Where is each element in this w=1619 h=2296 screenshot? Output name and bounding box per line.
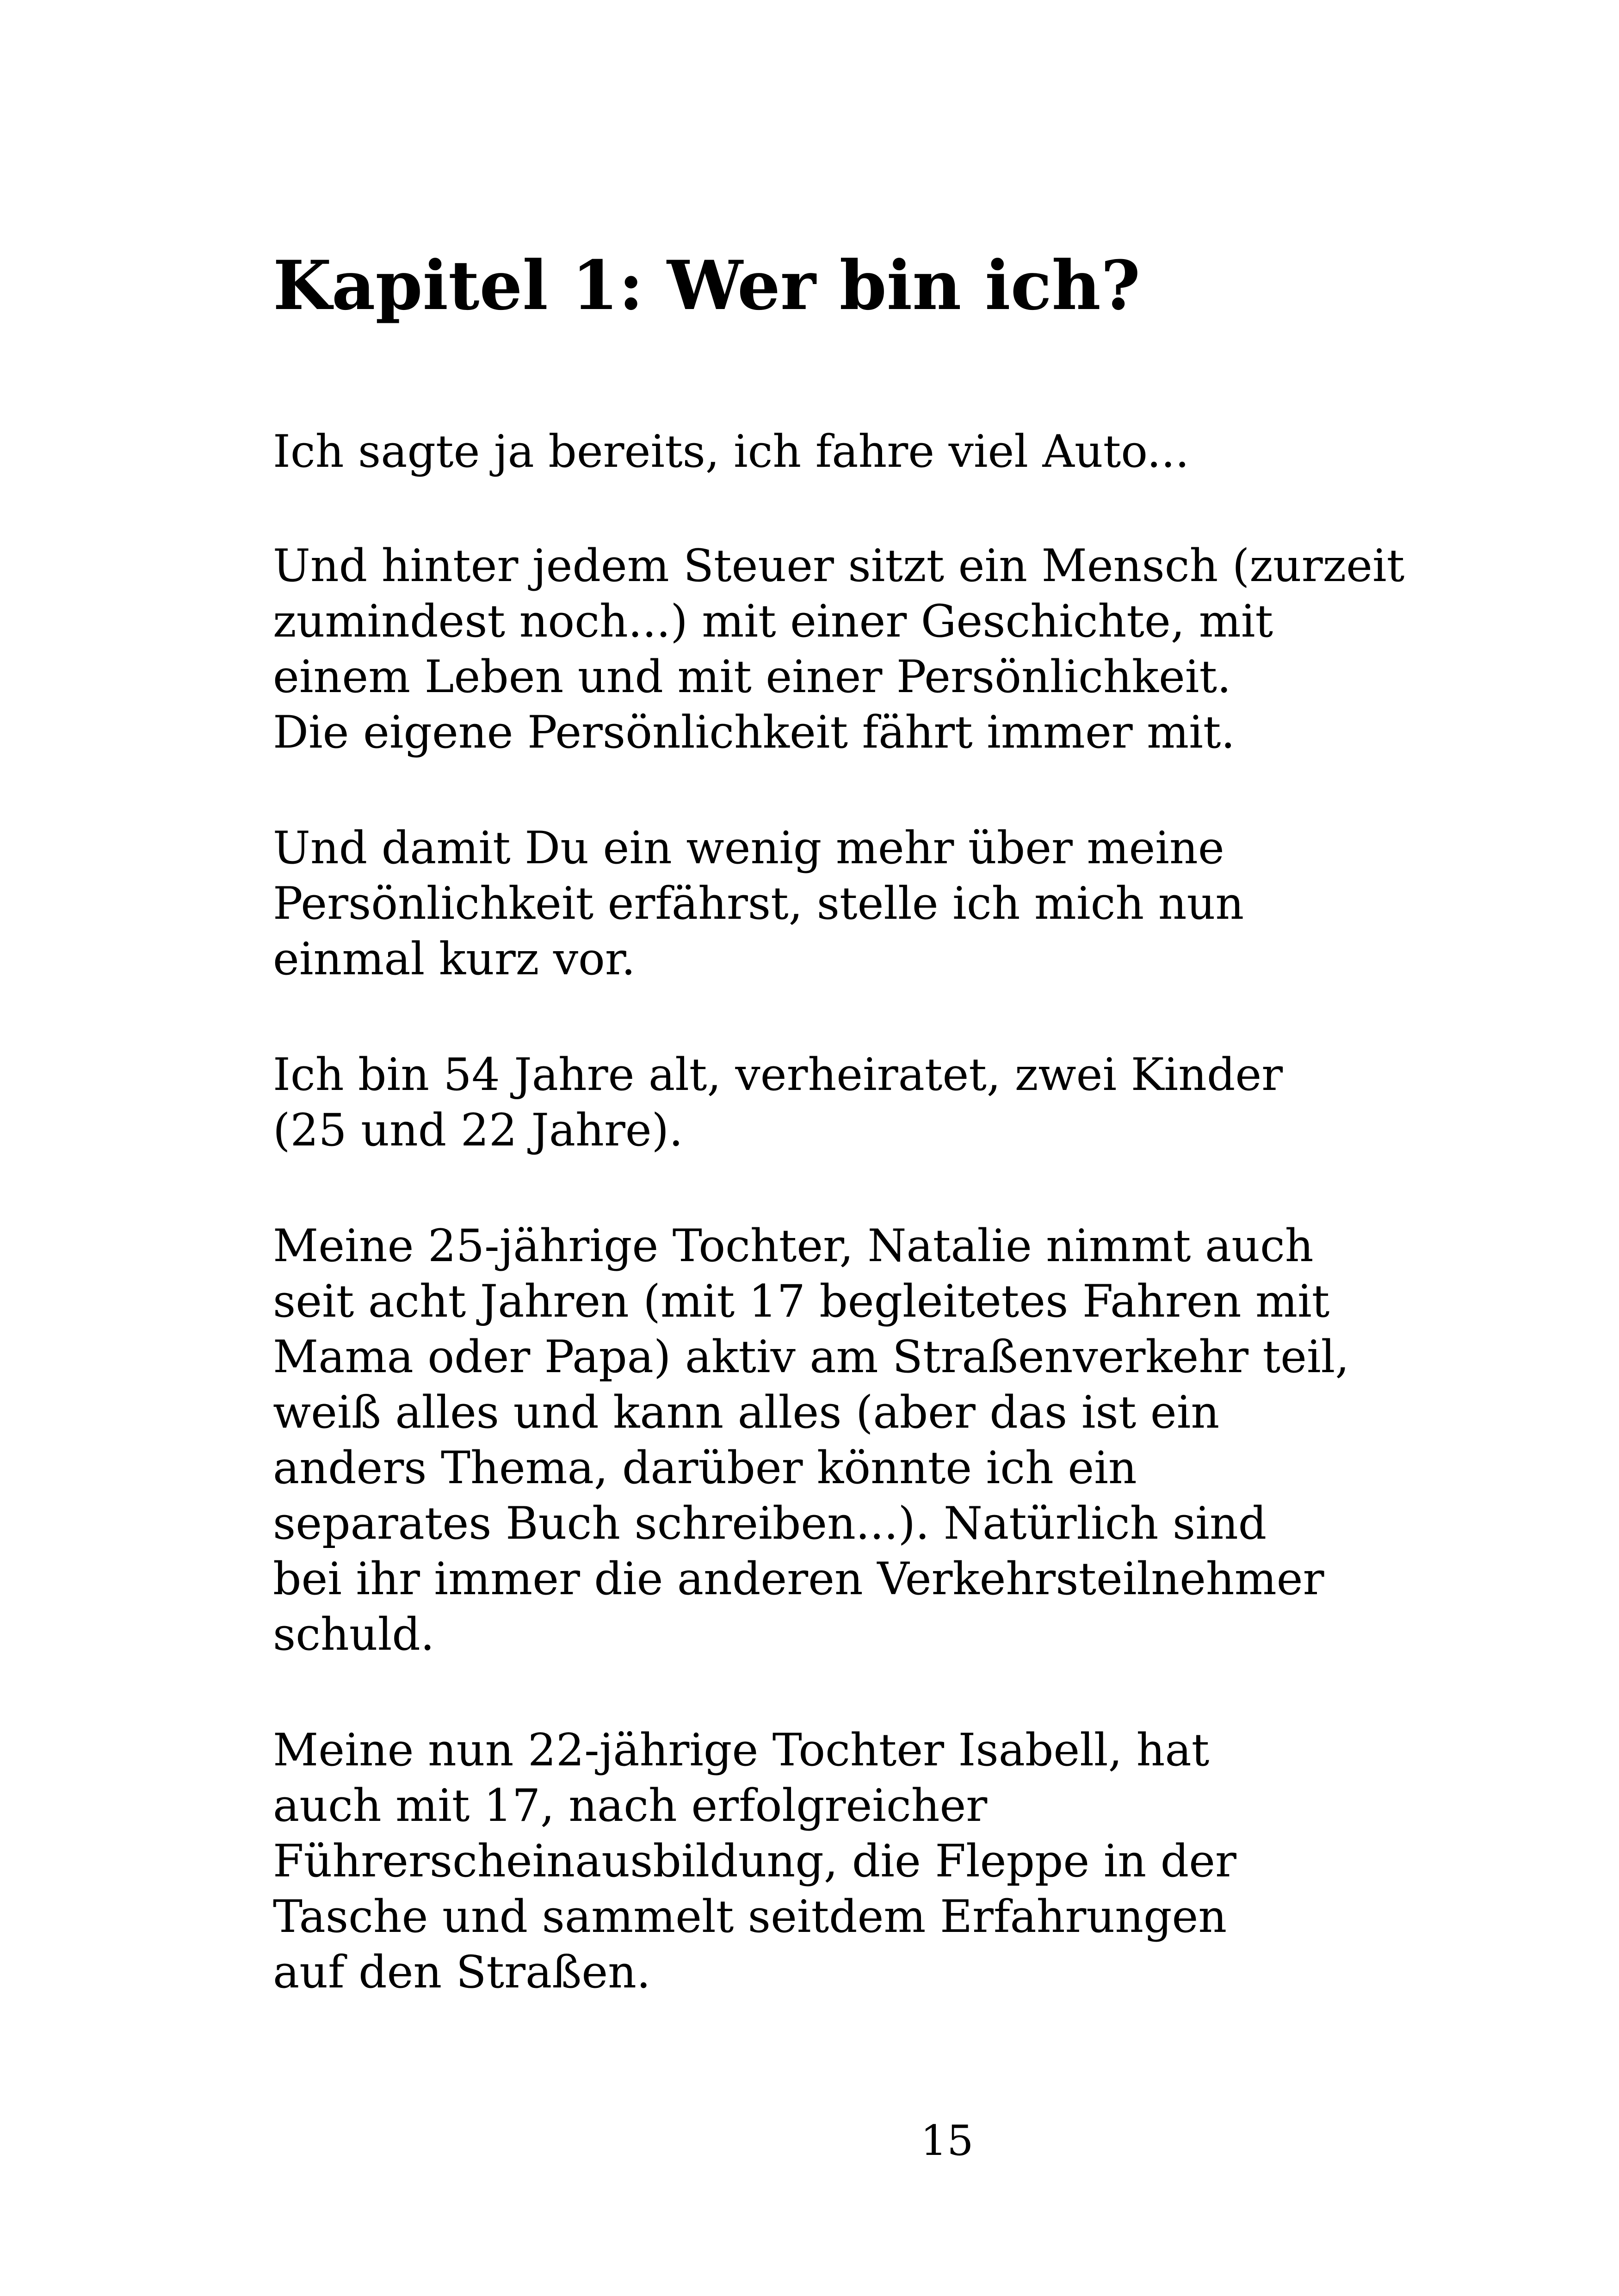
text-line: schuld. [273, 1609, 435, 1660]
text-line: Persönlichkeit erfährst, stelle ich mich nun [273, 878, 1244, 929]
text-line: bei ihr immer die anderen Verkehrsteilnehmer [273, 1553, 1324, 1605]
page-number: 15 [921, 2117, 974, 2165]
text-line: (25 und 22 Jahre). [273, 1104, 683, 1156]
text-line: Ich sagte ja bereits, ich fahre viel Auto... [273, 426, 1189, 477]
text-line: Meine 25-jährige Tochter, Natalie nimmt auch [273, 1220, 1314, 1272]
text-line: einmal kurz vor. [273, 933, 636, 985]
text-line: anders Thema, darüber könnte ich ein [273, 1442, 1137, 1494]
text-line: Und damit Du ein wenig mehr über meine [273, 822, 1224, 874]
text-line: weiß alles und kann alles (aber das ist ein [273, 1386, 1220, 1438]
text-line: auch mit 17, nach erfolgreicher [273, 1780, 988, 1832]
text-line: Die eigene Persönlichkeit fährt immer mit. [273, 706, 1235, 758]
text-line: Ich bin 54 Jahre alt, verheiratet, zwei Kinder [273, 1049, 1283, 1101]
text-line: Führerscheinausbildung, die Fleppe in der [273, 1835, 1236, 1887]
text-line: einem Leben und mit einer Persönlichkeit. [273, 651, 1231, 703]
text-line: auf den Straßen. [273, 1946, 651, 1998]
text-line: Und hinter jedem Steuer sitzt ein Mensch (zurzeit [273, 540, 1405, 592]
text-line: zumindest noch...) mit einer Geschichte, mit [273, 595, 1273, 647]
text-line: separates Buch schreiben...). Natürlich sind [273, 1498, 1267, 1549]
text-line: Tasche und sammelt seitdem Erfahrungen [273, 1891, 1227, 1943]
chapter-title: Kapitel 1: Wer bin ich? [273, 246, 1141, 325]
text-line: Meine nun 22-jährige Tochter Isabell, hat [273, 1724, 1210, 1776]
text-line: seit acht Jahren (mit 17 begleitetes Fahren mit [273, 1275, 1330, 1327]
text-line: Mama oder Papa) aktiv am Straßenverkehr teil, [273, 1331, 1349, 1383]
